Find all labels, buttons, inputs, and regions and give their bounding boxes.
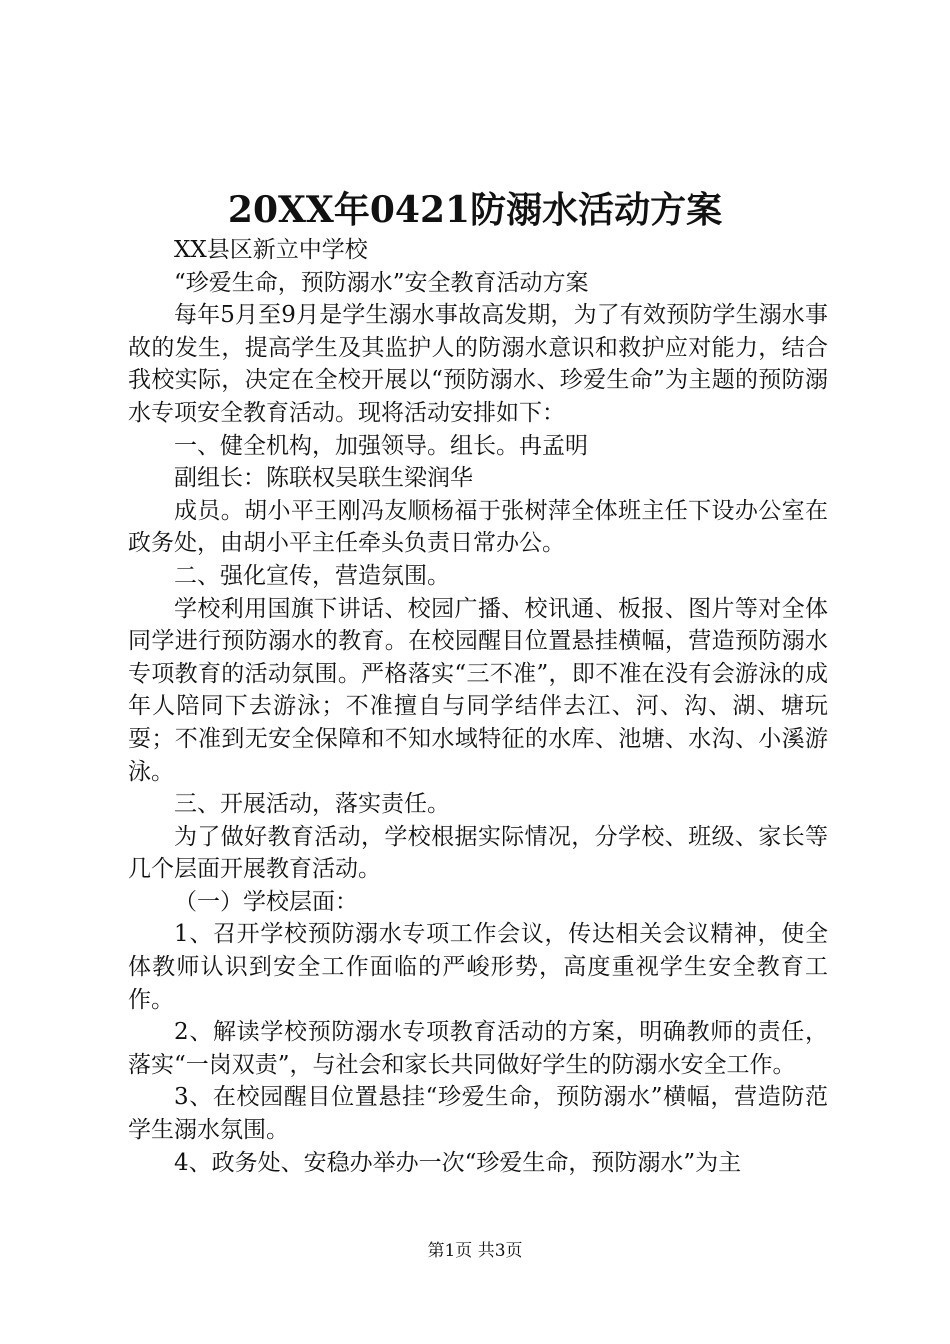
paragraph-members: 成员。胡小平王刚冯友顺杨福于张树萍全体班主任下设办公室在政务处，由胡小平主任牵头负责日常办公。 [128, 497, 828, 557]
paragraph-deputy-leaders: 副组长：陈联权吴联生梁润华 [174, 465, 473, 492]
paragraph-item-2: 2、解读学校预防溺水专项教育活动的方案，明确教师的责任，落实“一岗双责”，与社会和家长共同做好学生的防溺水安全工作。 [128, 1019, 828, 1078]
paragraph-publicity: 学校利用国旗下讲话、校园广播、校讯通、板报、图片等对全体同学进行预防溺水的教育。在校园醒目位置悬挂横幅，营造预防溺水专项教育的活动氛围。严格落实“三不准”，即不准在没有会游泳的成年人陪同下去游泳；不准擅自与同学结伴去江、河、沟、湖、塘玩耍；不准到无安全保障和不知水域特征的水库、池塘、水沟、小溪游泳。 [128, 595, 828, 785]
paragraph-section-1-heading: 一、健全机构，加强领导。组长。冉孟明 [174, 432, 588, 459]
paragraph-section-3-heading: 三、开展活动，落实责任。 [174, 791, 450, 818]
paragraph-item-4: 4、政务处、安稳办举办一次“珍爱生命，预防溺水”为主 [174, 1149, 742, 1176]
paragraph-intro: 每年5月至9月是学生溺水事故高发期，为了有效预防学生溺水事故的发生，提高学生及其监护人的防溺水意识和救护应对能力，结合我校实际，决定在全校开展以“预防溺水、珍爱生命”为主题的预防溺水专项安全教育活动。现将活动安排如下： [128, 302, 828, 426]
document-body [128, 234, 828, 1179]
page-number-footer: 第1页 共3页 [427, 1241, 523, 1261]
paragraph-activity-intro: 为了做好教育活动，学校根据实际情况，分学校、班级、家长等几个层面开展教育活动。 [128, 823, 828, 883]
paragraph-item-1: 1、召开学校预防溺水专项工作会议，传达相关会议精神，使全体教师认识到安全工作面临的严峻形势，高度重视学生安全教育工作。 [128, 921, 828, 1013]
paragraph-section-2-heading: 二、强化宣传，营造氛围。 [174, 562, 450, 589]
paragraph-item-3: 3、在校园醒目位置悬挂“珍爱生命，预防溺水”横幅，营造防范学生溺水氛围。 [128, 1084, 828, 1144]
document-title: 20XX年0421防溺水活动方案 [227, 189, 723, 231]
paragraph-plan-name: “珍爱生命，预防溺水”安全教育活动方案 [174, 269, 589, 296]
paragraph-school-name: XX县区新立中学校 [174, 237, 368, 263]
paragraph-school-level-heading: （一）学校层面： [174, 888, 358, 915]
